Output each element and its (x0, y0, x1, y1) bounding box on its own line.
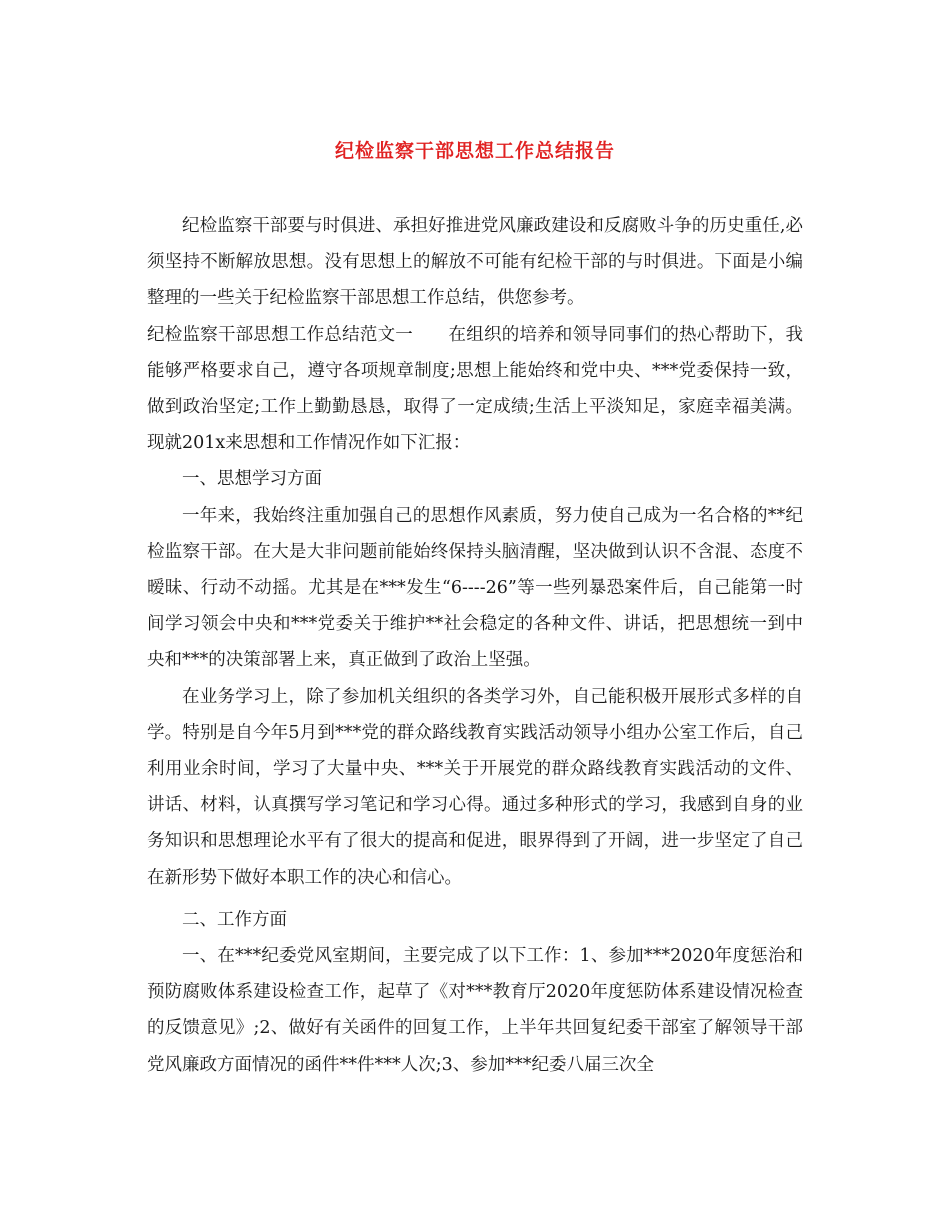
document-body (147, 208, 803, 1083)
paragraph-work-items: 一、在***纪委党风室期间，主要完成了以下工作：1、参加***2020年度惩治和预防腐败体系建设检查工作，起草了《对***教育厅2020年度惩防体系建设情况检查的反馈意见》;2、做好有关函件的回复工作，上半年共回复纪委干部室了解领导干部党风廉政方面情况的函件**件***人次;3、参加***纪委八届三次全 (147, 946, 803, 1075)
paragraph-sample-one: 纪检监察干部思想工作总结范文一 在组织的培养和领导同事们的热心帮助下，我能够严格要求自己，遵守各项规章制度;思想上能始终和党中央、***党委保持一致，做到政治坚定;工作上勤勤恳恳，取得了一定成绩;生活上平淡知足，家庭幸福美满。现就201x来思想和工作情况作如下汇报： (147, 324, 803, 454)
paragraph-study-business: 在业务学习上，除了参加机关组织的各类学习外，自己能积极开展形式多样的自学。特别是自今年5月到***党的群众路线教育实践活动领导小组办公室工作后，自己利用业余时间，学习了大量中央、***关于开展党的群众路线教育实践活动的文件、讲话、材料，认真撰写学习笔记和学习心得。通过多种形式的学习，我感到自身的业务知识和思想理论水平有了很大的提高和促进，眼界得到了开阔，进一步坚定了自己在新形势下做好本职工作的决心和信心。 (147, 686, 803, 888)
paragraph-study-thought: 一年来，我始终注重加强自己的思想作风素质，努力使自己成为一名合格的**纪检监察干部。在大是大非问题前能始终保持头脑清醒，坚决做到认识不含混、态度不暧昧、行动不动摇。尤其是在***发生“6----26”等一些列暴恐案件后，自己能第一时间学习领会中央和***党委关于维护**社会稳定的各种文件、讲话，把思想统一到中央和***的决策部署上来，真正做到了政治上坚强。 (147, 505, 803, 671)
section-heading-work: 二、工作方面 (182, 909, 287, 930)
section-heading-study: 一、思想学习方面 (182, 469, 322, 490)
paragraph-intro: 纪检监察干部要与时俱进、承担好推进党风廉政建设和反腐败斗争的历史重任,必须坚持不断解放思想。没有思想上的解放不可能有纪检干部的与时俱进。下面是小编整理的一些关于纪检监察干部思想工作总结，供您参考。 (147, 216, 803, 309)
document-title: 纪检监察干部思想工作总结报告 (334, 140, 615, 162)
